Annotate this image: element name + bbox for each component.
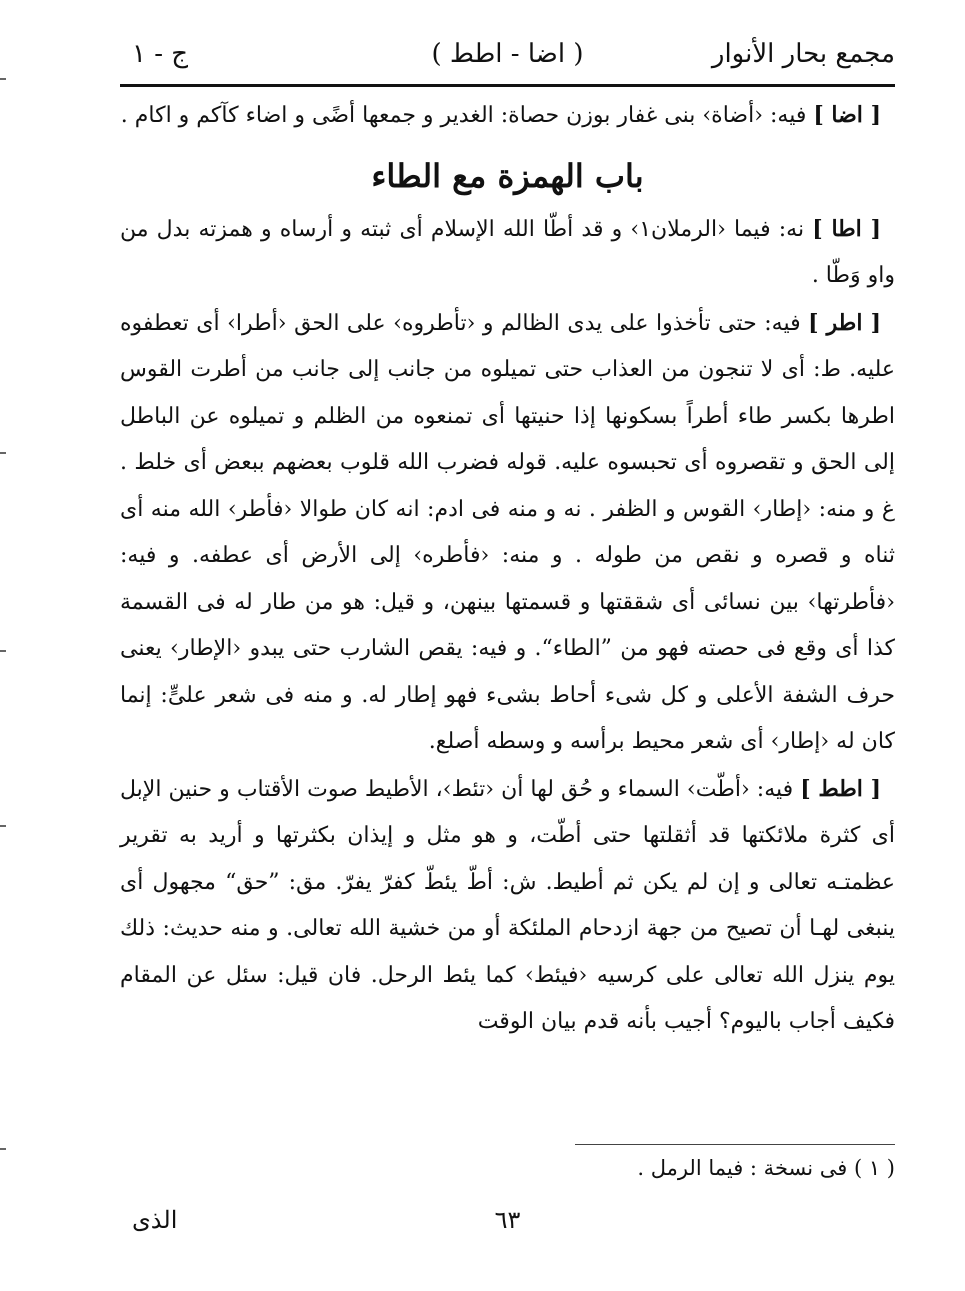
entry-text: فيه: ‹أطّت› السماء و حُق لها أن ‹تئط›، الأطيط صوت الأقتاب و حنين الإبل أى كثرة ملائكتها قد أثقلتها حتى أطّت، و هو مثل و إيذان بكثرتها و أريد به تقرير عظمتـه تعالى و إن لم يكن ثم أطيط. ش: أطّ يئطّ كفرّ يفرّ. مق: ”حق“ مجهول أى ينبغى لهـا أن تصيح من جهة ازدحام الملئكة أو من خشية الله تعالى. و منه حديث: ذلك يوم ينزل الله تعالى على كرسيه ‹فيئط› كما يئط الرحل. فان قيل: سئل عن المقام فكيف أجاب باليوم؟ أجيب بأنه قدم بيان الوقت [120,776,895,1034]
entry-text: فيه: ‹أضاة› بنى غفار بوزن حصاة: الغدير و جمعها أضًى و اضاء كآكم و اكام . [120,103,807,128]
entry-text: نه: فيما ‹الرملان١› و قد أطّا الله الإسلام أى ثبته و أرساه و همزته بدل من واو وَطّا . [120,216,895,288]
chapter-heading: باب الهمزة مع الطاء [371,156,644,195]
page-body [120,92,895,1046]
footnote-rule [575,1144,895,1145]
entry-text: فيه: حتى تأخذوا على يدى الظالم و ‹تأطروه› على الحق ‹أطرا› أى تعطفوه عليه. ط: أى لا تنجون من العذاب حتى تميلوه من جانب إلى جانب من أطرت القوس اطرها بكسر طاء أطراً بسكونها إذا حنيتها أى تمنعوه من الظلم و تميلوه عن الباطل إلى الحق و تقصروه أى تحبسوه عليه. قوله فضرب الله قلوب بعضهم ببعض أى خلط . غ و منه: ‹إطار› القوس و الظفر . نه و منه فى ادم: انه كان طوالا ‹فأطر› الله منه أى ثناه و قصره و نقص من طوله . و منه: ‹فأطره› إلى الأرض أى عطفه. و فيه: ‹فأطرتها› بين نسائى أى شققتها و قسمتها بينهن، و قيل: هو من طار له فى القسمة كذا أى وقع فى حصته فهو من ”الطاء“. و فيه: يقص الشارب حتى يبدو ‹الإطار› يعنى حرف الشفة الأعلى و كل شىء أحاط بشىء فهو إطار له. و منه فى شعر علىٍّ: إنما كان له ‹إطار› أى شعر محيط برأسه و وسطه أصلع. [120,310,895,754]
entry-ata [120,206,895,300]
scan-edge-mark [0,1148,6,1150]
scan-edge-mark [0,78,6,80]
entry-keyword: [ اضا ] [813,102,881,128]
scan-edge-mark [0,452,6,454]
page-number: ٦٣ [494,1206,521,1234]
header-rule [120,84,895,87]
book-title: مجمع بحار الأنوار [711,39,895,69]
entry-keyword: [ اطط ] [800,775,881,802]
volume-label: ج - ١ [132,39,189,69]
entry-att [120,766,895,1046]
entry-range: ( اضا - اطط ) [431,39,584,69]
scan-edge-mark [0,650,6,652]
scan-edge-mark [0,825,6,827]
running-header [120,32,895,76]
entry-adha [120,92,895,140]
catchword: الذى [132,1206,178,1234]
footnote [120,1148,895,1188]
entry-keyword: [ اطر ] [808,309,881,336]
entry-keyword: [ اطا ] [812,215,882,242]
entry-atr [120,300,895,766]
footnote-text: ( ١ ) فى نسخة : فيما الرمل . [637,1156,895,1180]
